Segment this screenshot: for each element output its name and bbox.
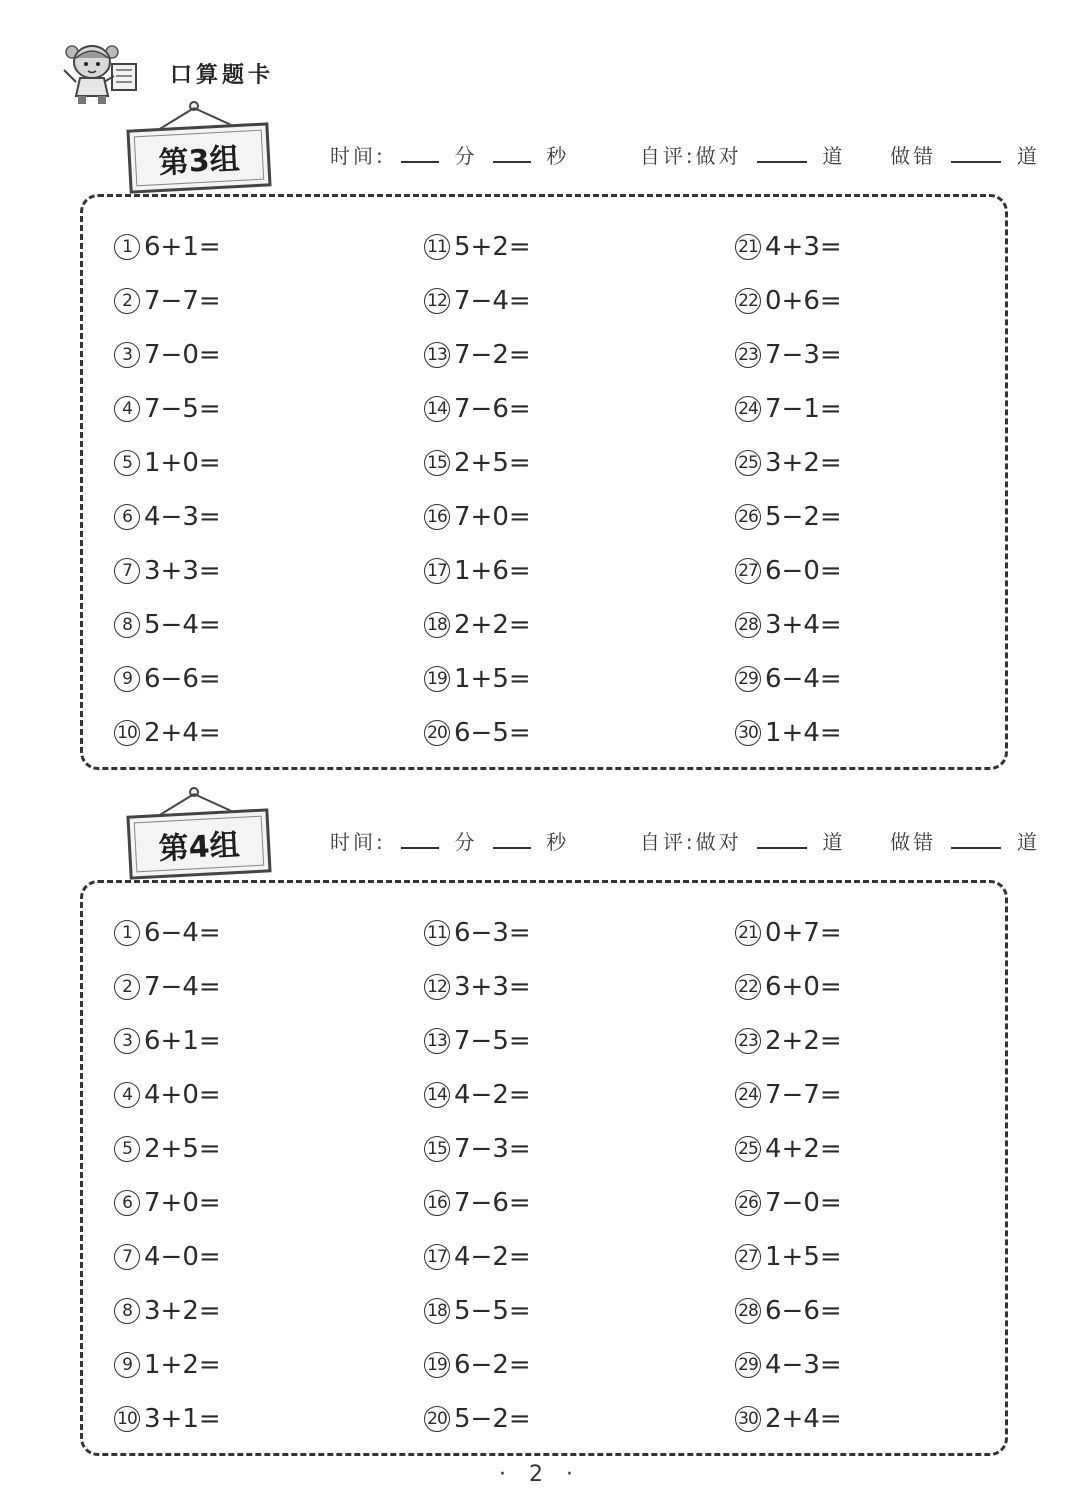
problem-expression: 6+1=: [144, 1026, 221, 1056]
problem-expression: 7−0=: [765, 1188, 842, 1218]
problem-expression: 6−4=: [765, 664, 842, 694]
problem-item: [735, 490, 995, 544]
problem-expression: 1+6=: [454, 556, 531, 586]
problem-expression: 7−1=: [765, 394, 842, 424]
problem-item: [424, 1338, 735, 1392]
problem-item: [735, 1068, 995, 1122]
problem-item: [114, 1284, 424, 1338]
problem-expression: 4−0=: [144, 1242, 221, 1272]
problem-expression: 5−4=: [144, 610, 221, 640]
problem-item: [735, 706, 995, 760]
problem-item: [735, 1230, 995, 1284]
problem-number: 11: [424, 920, 450, 946]
problem-number: 7: [114, 558, 140, 584]
problem-expression: 3+1=: [144, 1404, 221, 1434]
problem-expression: 4−2=: [454, 1080, 531, 1110]
problem-number: 18: [424, 612, 450, 638]
problem-item: [735, 328, 995, 382]
correct-count-blank[interactable]: [757, 829, 807, 849]
problem-expression: 4−3=: [765, 1350, 842, 1380]
problem-expression: 7−4=: [144, 972, 221, 1002]
problem-item: [424, 436, 735, 490]
problem-item: [424, 1068, 735, 1122]
problem-number: 1: [114, 920, 140, 946]
page-number: · 2 ·: [499, 1462, 581, 1487]
problem-number: 22: [735, 288, 761, 314]
problem-number: 5: [114, 1136, 140, 1162]
self-eval-label: 自评:做对: [639, 144, 742, 168]
problems-grid: [114, 220, 995, 760]
unit-label: 道: [1016, 830, 1040, 854]
problem-expression: 6+0=: [765, 972, 842, 1002]
problem-expression: 1+0=: [144, 448, 221, 478]
seconds-blank[interactable]: [493, 829, 531, 849]
minutes-blank[interactable]: [401, 143, 439, 163]
problem-number: 30: [735, 1406, 761, 1432]
problem-expression: 6−5=: [454, 718, 531, 748]
problem-item: [114, 220, 424, 274]
problem-expression: 5−2=: [454, 1404, 531, 1434]
problem-number: 14: [424, 396, 450, 422]
score-line: [330, 826, 1040, 855]
problem-number: 21: [735, 234, 761, 260]
problem-number: 29: [735, 1352, 761, 1378]
time-label: 时间:: [330, 830, 386, 854]
problem-number: 1: [114, 234, 140, 260]
problem-expression: 4−2=: [454, 1242, 531, 1272]
problem-item: [114, 598, 424, 652]
problems-grid: [114, 906, 995, 1446]
problem-item: [424, 220, 735, 274]
problem-number: 8: [114, 1298, 140, 1324]
problem-item: [735, 220, 995, 274]
problem-number: 15: [424, 1136, 450, 1162]
problem-expression: 7−7=: [144, 286, 221, 316]
problem-expression: 7−2=: [454, 340, 531, 370]
problem-item: [114, 1014, 424, 1068]
problem-number: 17: [424, 1244, 450, 1270]
problem-number: 30: [735, 720, 761, 746]
problem-item: [114, 1068, 424, 1122]
problem-item: [424, 652, 735, 706]
problem-number: 20: [424, 720, 450, 746]
problem-item: [424, 1284, 735, 1338]
problem-number: 27: [735, 1244, 761, 1270]
problem-item: [424, 1122, 735, 1176]
problem-expression: 6−3=: [454, 918, 531, 948]
problem-number: 3: [114, 342, 140, 368]
problem-number: 12: [424, 974, 450, 1000]
problem-expression: 2+5=: [144, 1134, 221, 1164]
girl-mascot-icon: [60, 38, 150, 108]
problem-expression: 2+4=: [144, 718, 221, 748]
problem-number: 16: [424, 1190, 450, 1216]
problem-item: [114, 328, 424, 382]
score-line: [330, 140, 1040, 169]
problem-item: [735, 1122, 995, 1176]
problem-item: [114, 652, 424, 706]
problem-item: [114, 1122, 424, 1176]
unit-label: 道: [822, 144, 846, 168]
problem-item: [424, 328, 735, 382]
group-sign: [128, 100, 278, 200]
problem-expression: 6−4=: [144, 918, 221, 948]
problem-expression: 6+1=: [144, 232, 221, 262]
second-label: 秒: [546, 144, 570, 168]
problem-expression: 5−5=: [454, 1296, 531, 1326]
problem-item: [424, 1014, 735, 1068]
problem-item: [114, 382, 424, 436]
problem-item: [424, 490, 735, 544]
problem-number: 2: [114, 974, 140, 1000]
problem-item: [424, 598, 735, 652]
problem-expression: 7−3=: [454, 1134, 531, 1164]
problem-expression: 2+4=: [765, 1404, 842, 1434]
problem-number: 19: [424, 1352, 450, 1378]
problem-expression: 7−6=: [454, 1188, 531, 1218]
problem-number: 29: [735, 666, 761, 692]
problem-number: 6: [114, 1190, 140, 1216]
problem-number: 14: [424, 1082, 450, 1108]
problem-expression: 6−0=: [765, 556, 842, 586]
minute-label: 分: [454, 144, 478, 168]
problem-number: 8: [114, 612, 140, 638]
problem-expression: 2+5=: [454, 448, 531, 478]
problem-expression: 1+5=: [454, 664, 531, 694]
minutes-blank[interactable]: [401, 829, 439, 849]
problem-expression: 7−5=: [144, 394, 221, 424]
problem-expression: 7−3=: [765, 340, 842, 370]
problem-item: [735, 544, 995, 598]
problem-item: [424, 960, 735, 1014]
problem-item: [114, 490, 424, 544]
problem-number: 9: [114, 666, 140, 692]
problem-number: 6: [114, 504, 140, 530]
problem-number: 24: [735, 1082, 761, 1108]
unit-label: 道: [1016, 144, 1040, 168]
problem-item: [114, 436, 424, 490]
problem-item: [424, 1392, 735, 1446]
problem-item: [735, 436, 995, 490]
problem-expression: 3+2=: [144, 1296, 221, 1326]
problem-number: 4: [114, 1082, 140, 1108]
problem-expression: 3+3=: [144, 556, 221, 586]
problem-item: [735, 1176, 995, 1230]
problem-item: [735, 960, 995, 1014]
problem-expression: 1+2=: [144, 1350, 221, 1380]
problem-item: [735, 1014, 995, 1068]
problem-expression: 6−6=: [765, 1296, 842, 1326]
problem-number: 22: [735, 974, 761, 1000]
problem-number: 10: [114, 720, 140, 746]
problem-expression: 2+2=: [454, 610, 531, 640]
second-label: 秒: [546, 830, 570, 854]
header-title: 口算题卡: [170, 63, 275, 88]
problem-number: 19: [424, 666, 450, 692]
problem-number: 28: [735, 1298, 761, 1324]
problem-number: 25: [735, 1136, 761, 1162]
seconds-blank[interactable]: [493, 143, 531, 163]
problem-expression: 7−0=: [144, 340, 221, 370]
group-title: 第3组: [126, 122, 271, 193]
problem-number: 26: [735, 504, 761, 530]
problem-item: [424, 906, 735, 960]
problem-expression: 4−3=: [144, 502, 221, 532]
problem-item: [114, 544, 424, 598]
problem-expression: 7+0=: [144, 1188, 221, 1218]
problem-number: 18: [424, 1298, 450, 1324]
problem-number: 21: [735, 920, 761, 946]
group-sign: [128, 786, 278, 886]
time-label: 时间:: [330, 144, 386, 168]
problem-expression: 3+2=: [765, 448, 842, 478]
problem-number: 5: [114, 450, 140, 476]
self-eval-label: 自评:做对: [639, 830, 742, 854]
wrong-label: 做错: [890, 144, 937, 168]
problem-expression: 5+2=: [454, 232, 531, 262]
problem-number: 20: [424, 1406, 450, 1432]
problem-number: 9: [114, 1352, 140, 1378]
problem-expression: 3+4=: [765, 610, 842, 640]
problem-item: [735, 382, 995, 436]
problem-expression: 1+5=: [765, 1242, 842, 1272]
problem-expression: 4+0=: [144, 1080, 221, 1110]
problem-item: [735, 1338, 995, 1392]
problem-item: [424, 544, 735, 598]
problem-number: 4: [114, 396, 140, 422]
problem-item: [735, 906, 995, 960]
problem-expression: 7−4=: [454, 286, 531, 316]
problem-expression: 7−7=: [765, 1080, 842, 1110]
minute-label: 分: [454, 830, 478, 854]
problem-number: 23: [735, 1028, 761, 1054]
wrong-label: 做错: [890, 830, 937, 854]
group-title: 第4组: [126, 808, 271, 879]
problem-expression: 7+0=: [454, 502, 531, 532]
problem-number: 7: [114, 1244, 140, 1270]
problem-item: [424, 1176, 735, 1230]
problem-item: [424, 382, 735, 436]
problem-item: [735, 1284, 995, 1338]
problem-item: [114, 274, 424, 328]
unit-label: 道: [822, 830, 846, 854]
problem-item: [424, 1230, 735, 1284]
problem-item: [114, 1338, 424, 1392]
correct-count-blank[interactable]: [757, 143, 807, 163]
problem-number: 24: [735, 396, 761, 422]
problem-number: 13: [424, 1028, 450, 1054]
problem-item: [735, 652, 995, 706]
problem-number: 17: [424, 558, 450, 584]
problem-number: 13: [424, 342, 450, 368]
problem-number: 12: [424, 288, 450, 314]
problem-expression: 0+6=: [765, 286, 842, 316]
problem-number: 27: [735, 558, 761, 584]
problem-number: 23: [735, 342, 761, 368]
problem-number: 10: [114, 1406, 140, 1432]
problem-expression: 6−2=: [454, 1350, 531, 1380]
problem-item: [114, 1392, 424, 1446]
problem-item: [114, 906, 424, 960]
problem-number: 26: [735, 1190, 761, 1216]
problem-number: 16: [424, 504, 450, 530]
problem-expression: 5−2=: [765, 502, 842, 532]
problem-expression: 4+3=: [765, 232, 842, 262]
problem-number: 3: [114, 1028, 140, 1054]
problem-number: 2: [114, 288, 140, 314]
problem-expression: 0+7=: [765, 918, 842, 948]
problem-number: 25: [735, 450, 761, 476]
problem-number: 28: [735, 612, 761, 638]
problem-item: [735, 1392, 995, 1446]
problem-expression: 7−6=: [454, 394, 531, 424]
problem-item: [735, 274, 995, 328]
problem-item: [424, 274, 735, 328]
problem-item: [114, 1230, 424, 1284]
problem-item: [424, 706, 735, 760]
problem-expression: 7−5=: [454, 1026, 531, 1056]
problem-expression: 4+2=: [765, 1134, 842, 1164]
problem-expression: 2+2=: [765, 1026, 842, 1056]
problem-expression: 3+3=: [454, 972, 531, 1002]
problem-number: 11: [424, 234, 450, 260]
problem-expression: 1+4=: [765, 718, 842, 748]
problem-item: [735, 598, 995, 652]
problem-item: [114, 706, 424, 760]
wrong-count-blank[interactable]: [951, 829, 1001, 849]
problem-item: [114, 1176, 424, 1230]
problem-item: [114, 960, 424, 1014]
problem-expression: 6−6=: [144, 664, 221, 694]
wrong-count-blank[interactable]: [951, 143, 1001, 163]
problem-number: 15: [424, 450, 450, 476]
